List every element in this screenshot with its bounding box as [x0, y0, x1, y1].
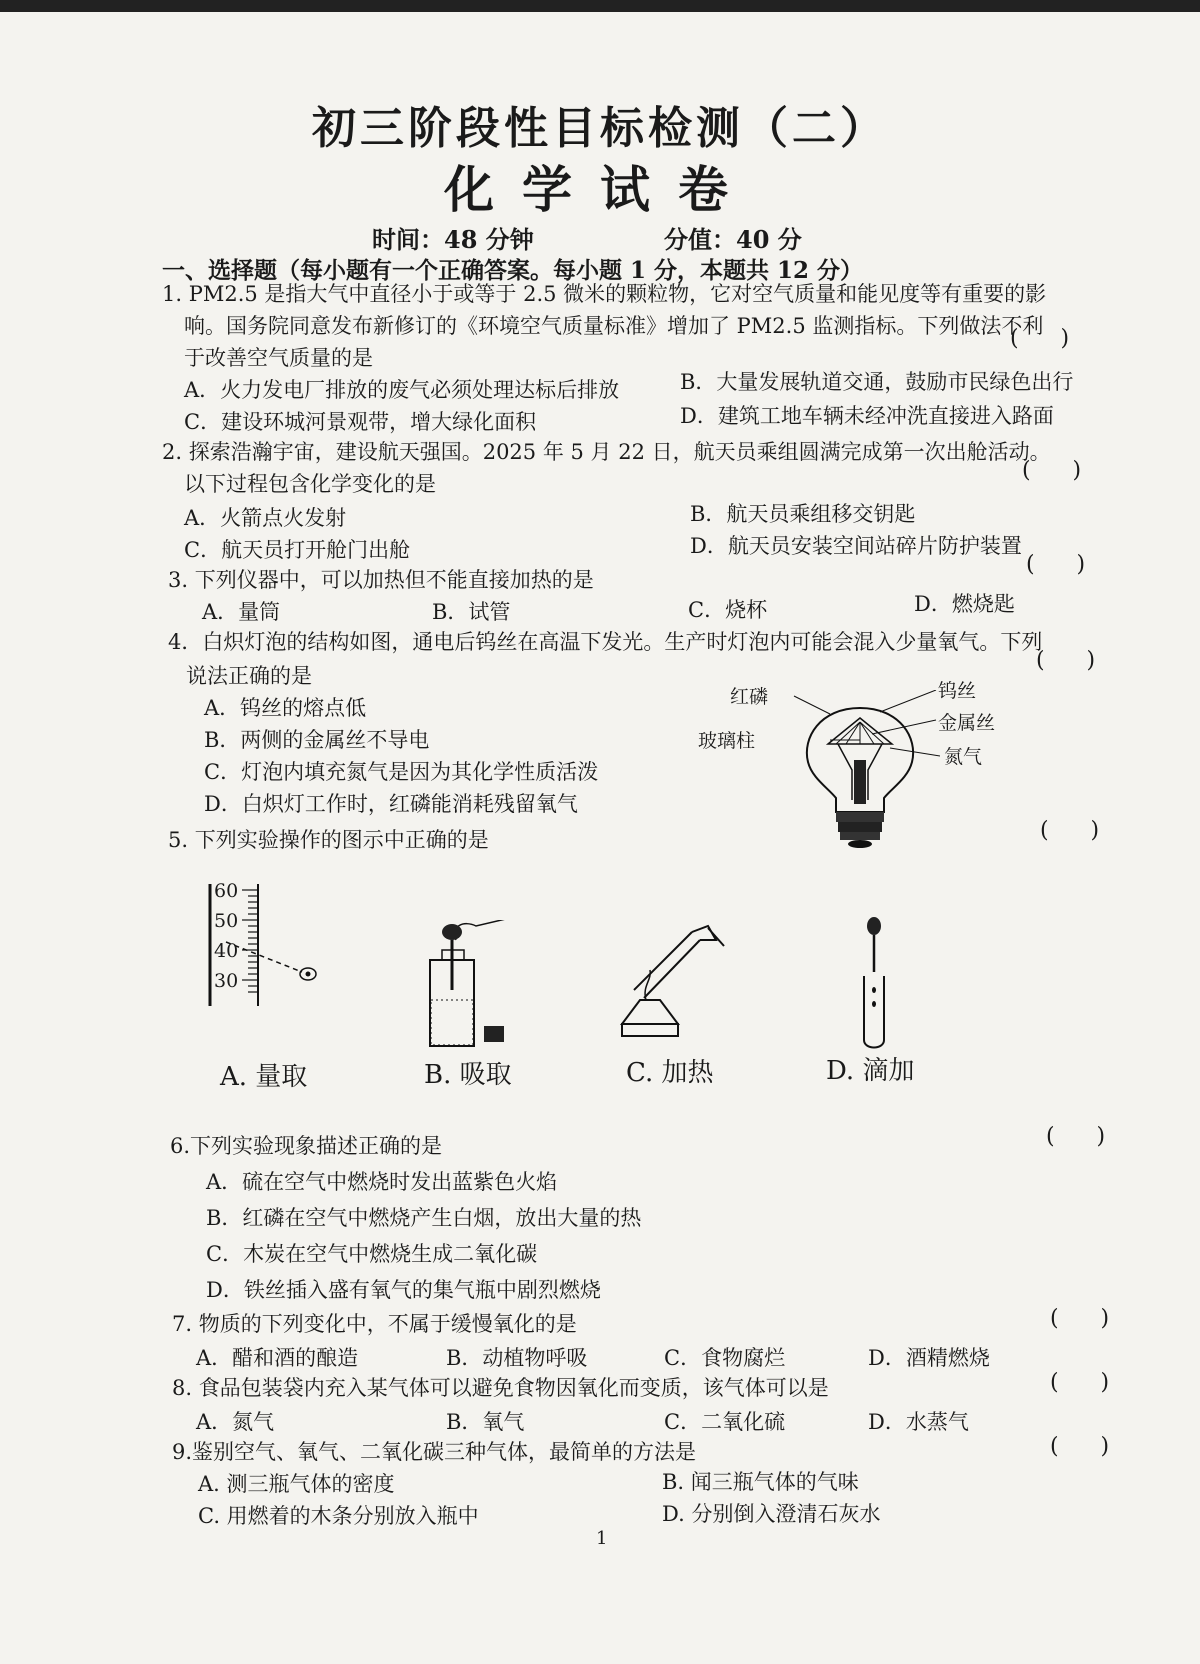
label-red-phosphorus: 红磷 — [730, 686, 769, 708]
q1-option-a: A．火力发电厂排放的废气必须处理达标后排放 — [184, 378, 620, 402]
q1-option-c: C．建设环城河景观带，增大绿化面积 — [184, 410, 537, 434]
exam-time: 时间：48 分钟 — [372, 225, 534, 254]
tick-50: 50 — [214, 910, 239, 932]
q5-caption-a: A. 量取 — [220, 1062, 308, 1092]
q1-stem-line1: 1. PM2.5 是指大气中直径小于或等于 2.5 微米的颗粒物，它对空气质量和能见度等有重要的影 — [162, 282, 1047, 306]
q3-option-c: C．烧杯 — [688, 598, 768, 622]
tick-60: 60 — [214, 880, 239, 902]
figure-c-heating-tube — [612, 920, 732, 1050]
q2-option-c: C．航天员打开舱门出舱 — [184, 538, 411, 562]
q1-option-b: B．大量发展轨道交通，鼓励市民绿色出行 — [680, 370, 1074, 394]
q3-option-b: B．试管 — [432, 600, 511, 624]
q5-stem: 5. 下列实验操作的图示中正确的是 — [168, 828, 489, 852]
q9-option-d: D. 分别倒入澄清石灰水 — [662, 1502, 881, 1526]
q3-option-a: A．量筒 — [202, 600, 281, 624]
section-heading: 一、选择题（每小题有一个正确答案。每小题 1 分，本题共 12 分） — [162, 257, 864, 284]
label-metal-wire: 金属丝 — [938, 712, 996, 734]
page-number: 1 — [596, 1528, 608, 1549]
q9-option-b: B. 闻三瓶气体的气味 — [662, 1470, 859, 1494]
q5-caption-c: C. 加热 — [626, 1058, 714, 1088]
q6-option-b: B．红磷在空气中燃烧产生白烟，放出大量的热 — [206, 1206, 642, 1230]
q9-option-a: A. 测三瓶气体的密度 — [198, 1472, 395, 1496]
q2-option-d: D．航天员安装空间站碎片防护装置 — [690, 534, 1022, 558]
q8-stem: 8. 食品包装袋内充入某气体可以避免食物因氧化而变质，该气体可以是 — [172, 1376, 829, 1400]
q5-caption-b: B. 吸取 — [424, 1060, 512, 1090]
q3-stem: 3. 下列仪器中，可以加热但不能直接加热的是 — [168, 568, 594, 592]
scan-edge — [0, 0, 1200, 12]
q2-stem-line1: 2. 探索浩瀚宇宙，建设航天强国。2025 年 5 月 22 日，航天员乘组圆满完成第一次出舱活动。 — [162, 440, 1051, 464]
exam-title: 初三阶段性目标检测（二） — [312, 103, 888, 154]
q2-answer-paren: ( ) — [1022, 458, 1082, 483]
q2-option-a: A．火箭点火发射 — [184, 506, 347, 530]
figure-d-dropping-tube — [844, 916, 904, 1056]
q1-option-d: D．建筑工地车辆未经冲洗直接进入路面 — [680, 404, 1054, 428]
q3-option-d: D．燃烧匙 — [914, 592, 1015, 616]
q3-answer-paren: ( ) — [1026, 552, 1086, 577]
q4-stem-line2: 说法正确的是 — [186, 664, 312, 688]
q4-option-d: D．白炽灯工作时，红磷能消耗残留氧气 — [204, 792, 578, 816]
tick-30: 30 — [214, 970, 239, 992]
q7-option-a: A．醋和酒的酿造 — [196, 1346, 359, 1370]
q7-answer-paren: ( ) — [1050, 1306, 1110, 1331]
exam-score: 分值：40 分 — [664, 225, 802, 254]
q5-caption-d: D. 滴加 — [826, 1056, 915, 1086]
q5-answer-paren: ( ) — [1040, 818, 1100, 843]
q8-option-a: A．氮气 — [196, 1410, 275, 1434]
bulb-leader-lines — [760, 690, 940, 780]
q9-option-c: C. 用燃着的木条分别放入瓶中 — [198, 1504, 479, 1528]
q6-option-a: A．硫在空气中燃烧时发出蓝紫色火焰 — [206, 1170, 558, 1194]
label-tungsten-wire: 钨丝 — [938, 680, 977, 702]
q9-answer-paren: ( ) — [1050, 1434, 1110, 1459]
q4-answer-paren: ( ) — [1036, 648, 1096, 673]
q6-option-d: D．铁丝插入盛有氧气的集气瓶中剧烈燃烧 — [206, 1278, 601, 1302]
q4-stem-line1: 4．白炽灯泡的结构如图，通电后钨丝在高温下发光。生产时灯泡内可能会混入少量氧气。下列 — [168, 630, 1043, 654]
q7-option-d: D．酒精燃烧 — [868, 1346, 990, 1370]
q9-stem: 9.鉴别空气、氧气、二氧化碳三种气体，最简单的方法是 — [172, 1440, 697, 1464]
q6-option-c: C．木炭在空气中燃烧生成二氧化碳 — [206, 1242, 538, 1266]
q7-stem: 7. 物质的下列变化中，不属于缓慢氧化的是 — [172, 1312, 577, 1336]
q2-option-b: B．航天员乘组移交钥匙 — [690, 502, 916, 526]
q4-option-b: B．两侧的金属丝不导电 — [204, 728, 430, 752]
exam-subtitle: 化学试卷 — [444, 160, 756, 219]
q4-option-a: A．钨丝的熔点低 — [204, 696, 367, 720]
q1-answer-paren: ( ) — [1010, 326, 1070, 351]
q8-answer-paren: ( ) — [1050, 1370, 1110, 1395]
tick-40: 40 — [214, 940, 239, 962]
q4-option-c: C．灯泡内填充氮气是因为其化学性质活泼 — [204, 760, 599, 784]
q7-option-c: C．食物腐烂 — [664, 1346, 786, 1370]
q8-option-b: B．氧气 — [446, 1410, 525, 1434]
q6-stem: 6.下列实验现象描述正确的是 — [170, 1134, 443, 1158]
q8-option-d: D．水蒸气 — [868, 1410, 969, 1434]
label-nitrogen: 氮气 — [944, 746, 983, 768]
figure-b-dropper-bottle — [420, 920, 550, 1060]
q7-option-b: B．动植物呼吸 — [446, 1346, 588, 1370]
q8-option-c: C．二氧化硫 — [664, 1410, 786, 1434]
label-glass-column: 玻璃柱 — [698, 730, 756, 752]
q6-answer-paren: ( ) — [1046, 1124, 1106, 1149]
q2-stem-line2: 以下过程包含化学变化的是 — [184, 472, 436, 496]
q1-stem-line3: 于改善空气质量的是 — [184, 346, 373, 370]
q1-stem-line2: 响。国务院同意发布新修订的《环境空气质量标准》增加了 PM2.5 监测指标。下列做法不利 — [184, 314, 1044, 338]
